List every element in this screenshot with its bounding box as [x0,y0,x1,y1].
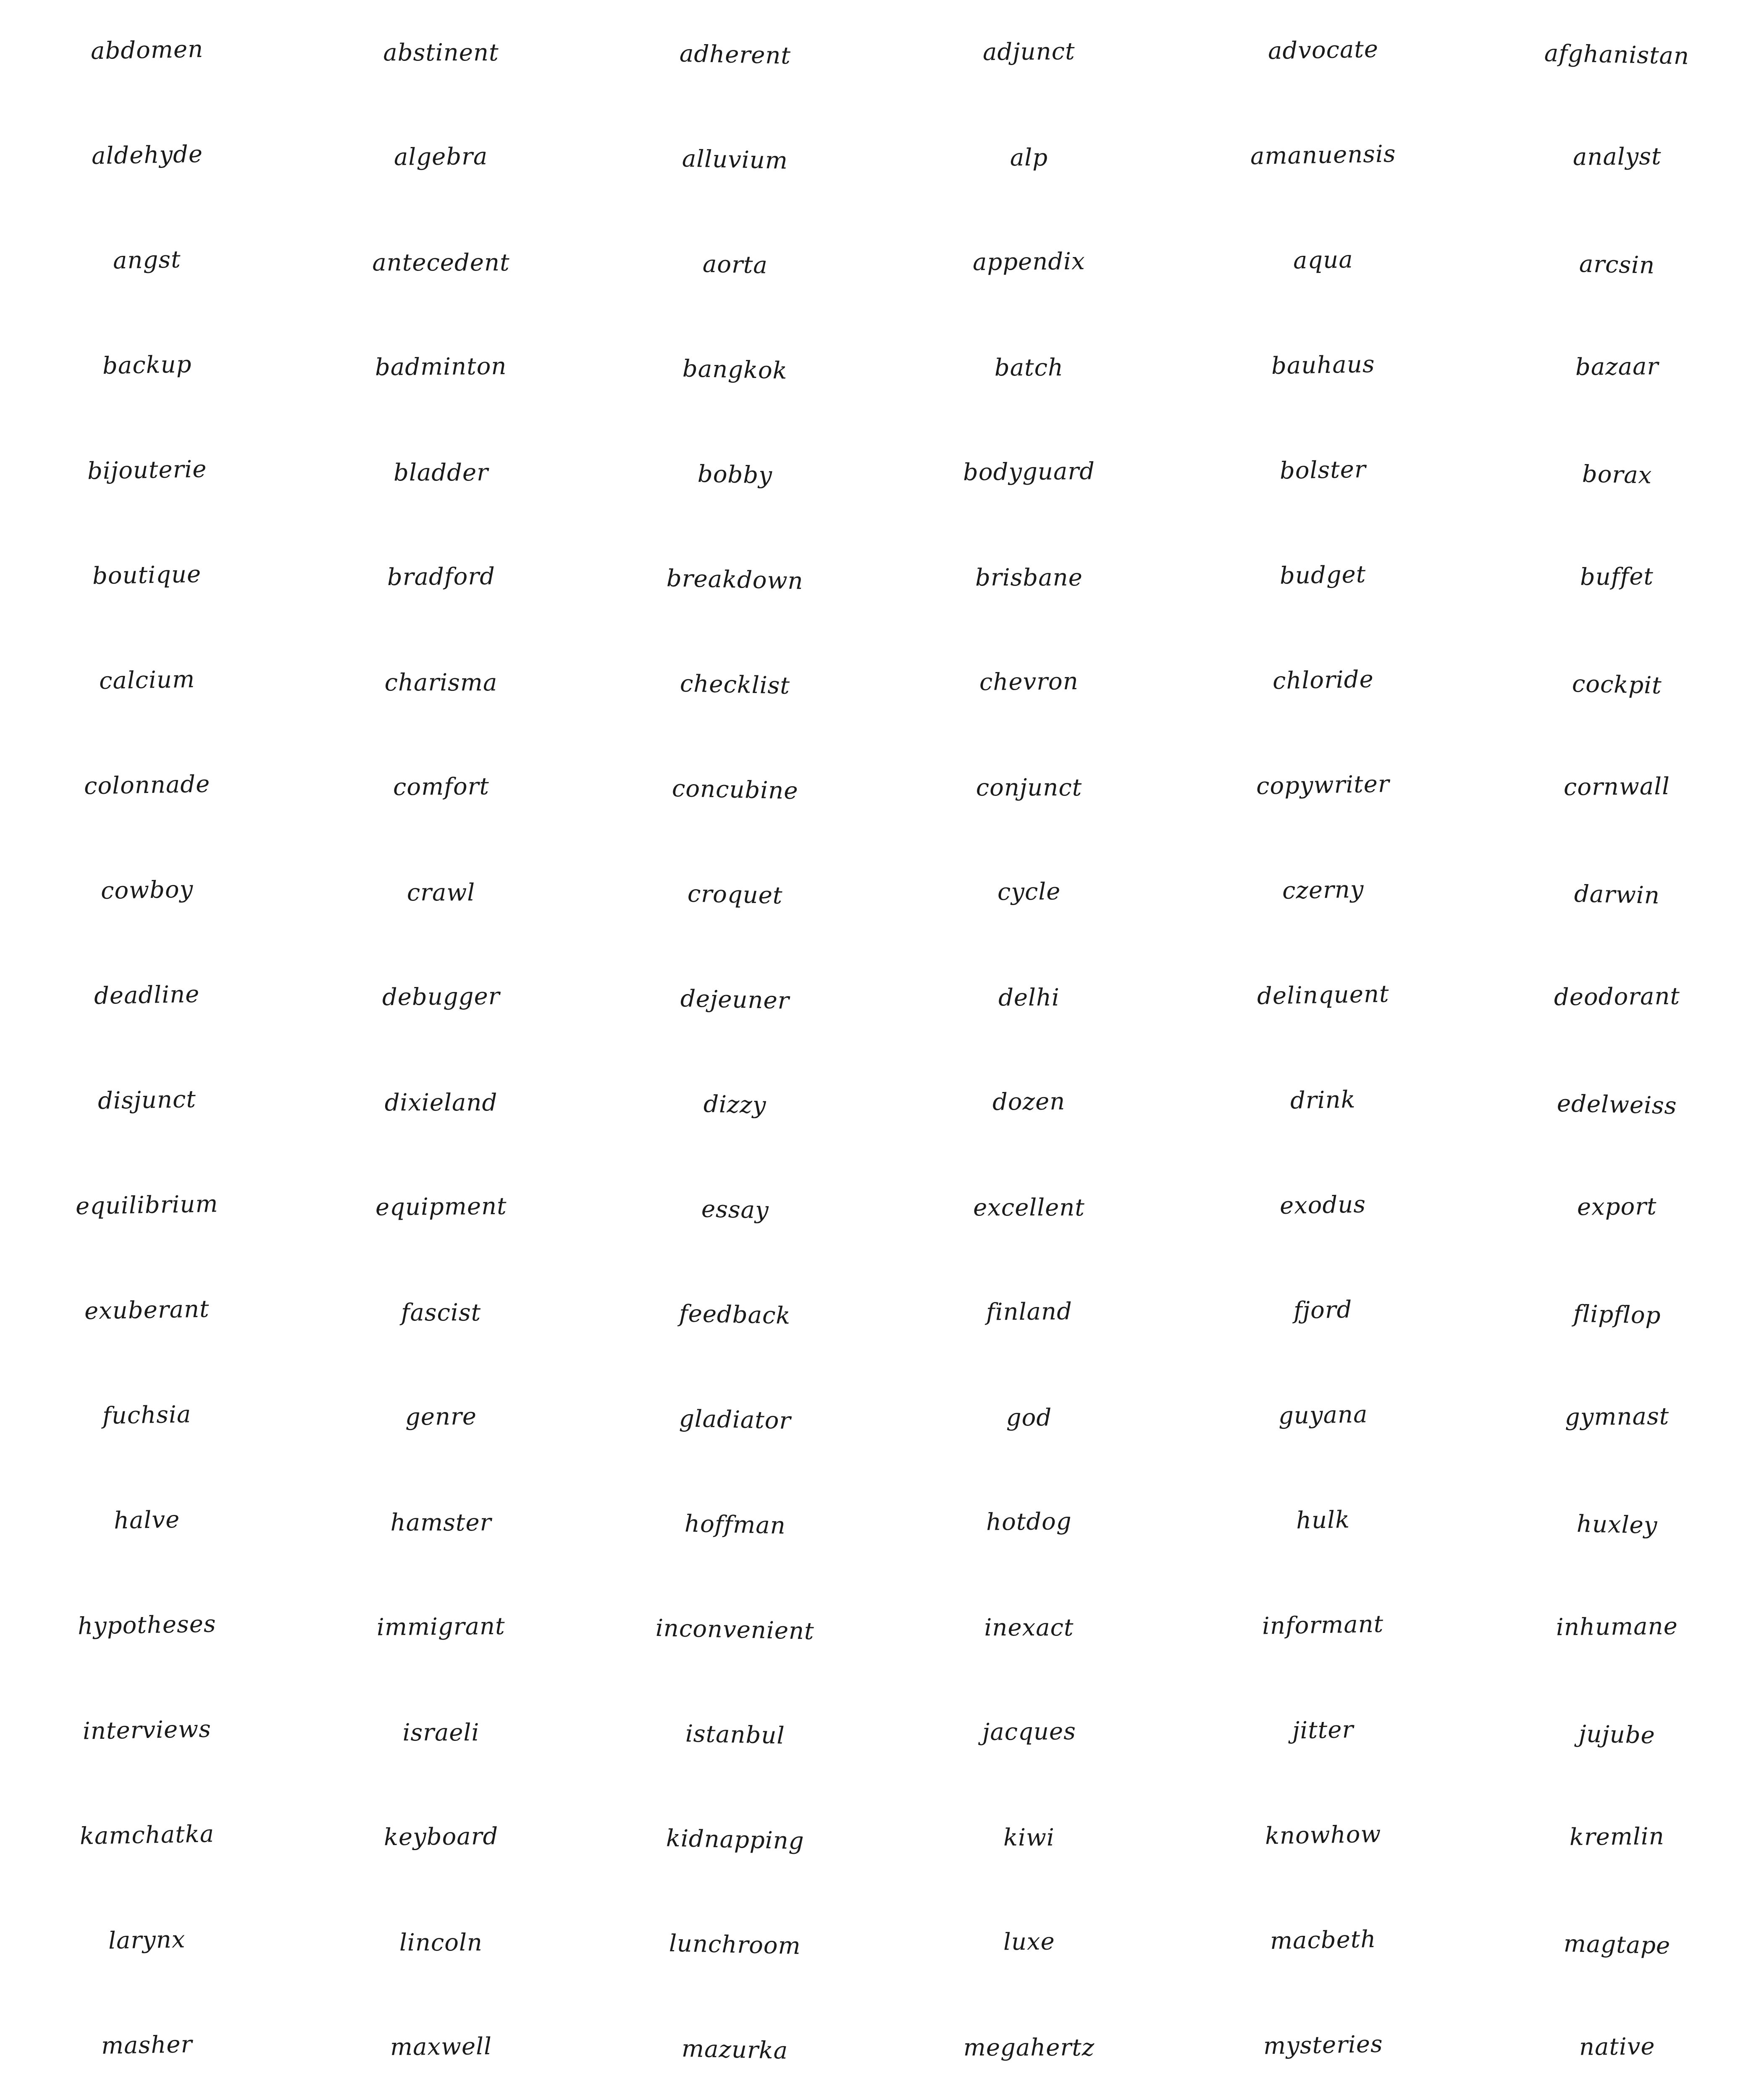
handwritten-word: buffet [1580,562,1654,591]
handwritten-word: essay [701,1195,769,1224]
word-cell [0,630,294,735]
handwritten-word: adjunct [982,37,1076,66]
word-cell [1470,1470,1764,1575]
word-cell [294,1785,588,1890]
handwritten-word: brisbane [975,564,1083,591]
handwritten-word: arcsin [1579,250,1655,279]
handwritten-word: colonnade [84,770,210,800]
word-cell [0,1260,294,1365]
handwritten-word: cockpit [1572,670,1662,699]
handwritten-word: conjunct [976,774,1082,801]
word-cell [1470,1365,1764,1470]
handwritten-word: kidnapping [666,1824,804,1855]
handwritten-word: mysteries [1263,2030,1383,2060]
handwritten-word: edelweiss [1557,1089,1677,1120]
handwritten-word: native [1579,2032,1655,2061]
word-cell [1176,630,1470,735]
word-cell [882,945,1176,1050]
word-cell [0,1785,294,1890]
word-cell [1470,1890,1764,1995]
word-cell [1470,630,1764,735]
word-cell [0,945,294,1050]
handwritten-word: bladder [394,459,488,486]
word-cell [882,1470,1176,1575]
handwritten-word: drink [1290,1086,1356,1114]
handwritten-word: hamster [390,1509,492,1536]
handwritten-word: deadline [94,980,200,1010]
word-cell [1470,1680,1764,1785]
handwritten-word: equipment [375,1192,507,1221]
word-cell [294,735,588,840]
word-cell [1176,1680,1470,1785]
word-cell [294,1680,588,1785]
word-cell [1176,1995,1470,2100]
word-cell [294,420,588,525]
handwritten-word: cornwall [1564,772,1670,801]
word-cell [1470,1260,1764,1365]
word-cell [882,1995,1176,2100]
word-cell [1470,0,1764,105]
word-cell [0,1890,294,1995]
handwritten-word: backup [102,350,192,380]
handwritten-word: knowhow [1265,1820,1381,1850]
handwritten-word: excellent [973,1194,1085,1221]
word-cell [0,735,294,840]
word-cell [882,735,1176,840]
handwritten-word: analyst [1572,142,1662,171]
handwritten-word: checklist [680,669,790,700]
word-cell [588,525,882,630]
word-cell [0,840,294,945]
word-cell [882,420,1176,525]
word-cell [294,630,588,735]
handwritten-word: borax [1582,460,1652,489]
handwritten-word: breakdown [666,564,804,595]
handwritten-word: advocate [1267,35,1379,65]
handwritten-word: equilibrium [75,1190,219,1220]
handwritten-word: mazurka [681,2034,789,2065]
handwritten-word: czerny [1282,875,1364,905]
handwritten-word: debugger [382,982,500,1011]
word-cell [1176,1890,1470,1995]
handwritten-word: chevron [979,667,1079,696]
word-cell [0,210,294,315]
word-cell [1470,1995,1764,2100]
handwritten-word: hoffman [684,1509,786,1540]
word-cell [0,1995,294,2100]
word-cell [294,210,588,315]
word-cell [588,1155,882,1260]
handwritten-word: bradford [387,562,495,591]
handwritten-word: fascist [401,1299,481,1326]
handwritten-word: macbeth [1270,1925,1376,1955]
handwritten-word: huxley [1576,1510,1658,1539]
handwritten-word: exodus [1279,1190,1367,1220]
handwritten-word: bobby [697,460,773,489]
word-cell [588,945,882,1050]
handwritten-word: bijouterie [87,455,207,485]
handwritten-word: israeli [402,1719,480,1746]
word-cell [882,1785,1176,1890]
handwritten-word: charisma [384,669,498,696]
handwritten-word: cycle [997,877,1061,906]
word-cell [1176,1050,1470,1155]
word-cell [1176,420,1470,525]
handwritten-word: kremlin [1569,1822,1665,1851]
word-cell [882,1155,1176,1260]
handwritten-word: gladiator [679,1404,791,1435]
handwritten-word: calcium [99,665,195,695]
handwritten-word: luxe [1003,1927,1055,1956]
word-cell [588,1260,882,1365]
word-cell [1176,1260,1470,1365]
word-cell [882,525,1176,630]
word-cell [1470,210,1764,315]
handwritten-word: megahertz [963,2034,1095,2061]
word-cell [882,630,1176,735]
word-cell [588,210,882,315]
handwritten-word: delhi [998,984,1060,1011]
word-cell [294,0,588,105]
handwritten-word: budget [1279,560,1367,590]
word-cell [1176,1365,1470,1470]
word-cell [1470,735,1764,840]
handwritten-word: abdomen [90,35,204,65]
handwritten-word: god [1006,1404,1052,1431]
word-cell [294,1995,588,2100]
handwritten-word: dixieland [384,1089,498,1116]
word-cell [1176,840,1470,945]
word-cell [588,1575,882,1680]
word-cell [588,735,882,840]
word-cell [588,105,882,210]
handwritten-word: chloride [1272,665,1374,695]
handwritten-word: inconvenient [655,1614,815,1645]
handwritten-word: deodorant [1554,982,1680,1011]
handwritten-word: dejeuner [680,984,790,1015]
handwritten-word: antecedent [372,249,510,276]
word-cell [882,1680,1176,1785]
word-cell [882,1365,1176,1470]
handwritten-word: adherent [679,39,791,70]
handwritten-word: dizzy [703,1090,767,1119]
word-cell [882,1050,1176,1155]
word-cell [1176,735,1470,840]
word-cell [294,1575,588,1680]
handwritten-word: jacques [982,1717,1076,1746]
handwritten-word: aldehyde [91,140,203,170]
word-cell [1176,105,1470,210]
word-cell [1176,210,1470,315]
word-cell [1176,1785,1470,1890]
handwritten-word: comfort [393,772,489,801]
word-cell [0,1470,294,1575]
handwritten-word: copywriter [1256,770,1390,800]
word-cell [294,1890,588,1995]
handwritten-word: disjunct [97,1085,197,1115]
handwritten-word: aqua [1293,246,1353,274]
word-cell [294,1470,588,1575]
word-cell [294,1260,588,1365]
word-cell [0,1155,294,1260]
handwritten-word: bodyguard [963,457,1095,486]
word-cell [1470,420,1764,525]
handwritten-word: batch [994,354,1064,381]
word-cell [1470,525,1764,630]
word-cell [882,1890,1176,1995]
word-cell [1176,525,1470,630]
word-cell [1176,315,1470,420]
word-cell [0,105,294,210]
word-cell [294,945,588,1050]
word-cell [0,1575,294,1680]
word-cell [588,1995,882,2100]
handwritten-word: fjord [1293,1296,1353,1324]
handwritten-word: finland [986,1297,1072,1326]
handwritten-word: delinquent [1257,980,1389,1010]
handwritten-word: boutique [92,560,202,590]
handwritten-word: magtape [1563,1929,1671,1960]
word-cell [294,1155,588,1260]
handwritten-word: immigrant [376,1612,506,1641]
handwritten-word: angst [113,246,181,274]
word-cell [882,210,1176,315]
handwritten-word: interviews [82,1715,212,1745]
word-cell [294,1365,588,1470]
word-cell [1470,315,1764,420]
handwritten-word: crawl [407,879,475,906]
word-cell [588,840,882,945]
word-cell [882,105,1176,210]
handwritten-word: darwin [1574,880,1660,909]
handwritten-word: alluvium [682,144,788,175]
handwritten-word: flipflop [1573,1300,1661,1329]
handwritten-word: afghanistan [1544,39,1690,70]
word-cell [0,1680,294,1785]
handwritten-word: bangkok [682,354,788,385]
handwritten-word: halve [113,1506,181,1534]
word-cell [0,420,294,525]
word-cell [588,1050,882,1155]
handwritten-word: dozen [992,1087,1066,1116]
handwritten-word: larynx [108,1925,186,1955]
handwritten-word: keyboard [383,1822,499,1851]
word-cell [1470,1050,1764,1155]
handwritten-word: genre [405,1402,477,1431]
handwritten-word: badminton [375,352,507,381]
word-cell [0,525,294,630]
handwritten-word: istanbul [685,1720,785,1749]
handwritten-word: guyana [1278,1400,1368,1430]
handwritten-word: inhumane [1556,1612,1678,1641]
handwritten-word: alp [1010,144,1048,171]
word-cell [1470,945,1764,1050]
handwritten-word: abstinent [383,39,499,66]
handwritten-word: lunchroom [669,1929,801,1960]
handwritten-word: kiwi [1003,1824,1055,1851]
word-cell [882,315,1176,420]
word-cell [294,1050,588,1155]
word-cell [588,630,882,735]
word-cell [294,840,588,945]
word-cell [588,1365,882,1470]
word-cell [588,1680,882,1785]
handwritten-word: masher [101,2030,193,2060]
handwritten-word: fuchsia [102,1400,192,1430]
handwritten-word: exuberant [84,1295,210,1325]
word-cell [882,1260,1176,1365]
handwritten-word: amanuensis [1250,140,1396,170]
word-cell [882,1575,1176,1680]
handwritten-word: concubine [672,774,798,805]
handwritten-word: export [1577,1192,1657,1221]
word-cell [1470,1155,1764,1260]
word-cell [1176,1470,1470,1575]
word-cell [588,315,882,420]
word-cell [294,315,588,420]
word-cell [1470,840,1764,945]
word-cell [1470,1575,1764,1680]
handwritten-word: bauhaus [1271,350,1375,380]
word-cell [588,1785,882,1890]
handwritten-word: jitter [1292,1716,1354,1744]
word-cell [588,1890,882,1995]
word-cell [294,525,588,630]
handwritten-word: hypotheses [77,1610,217,1640]
handwritten-word: maxwell [390,2032,492,2061]
handwritten-word: lincoln [399,1929,483,1956]
handwritten-word: appendix [972,247,1086,276]
word-cell [0,1050,294,1155]
word-cell [1176,945,1470,1050]
handwritten-word: algebra [394,142,488,171]
word-cell [882,0,1176,105]
handwritten-word: inexact [984,1614,1074,1641]
word-cell [294,105,588,210]
handwritten-word: feedback [679,1299,791,1330]
word-cell [1470,105,1764,210]
handwritten-word: gymnast [1564,1402,1670,1431]
handwritten-word: hulk [1296,1506,1350,1534]
handwritten-word: cowboy [100,875,194,905]
word-cell [1176,1575,1470,1680]
handwritten-word: hotdog [986,1507,1072,1536]
word-cell [882,840,1176,945]
word-cell [0,315,294,420]
handwritten-word: informant [1262,1610,1384,1640]
word-cell [1176,1155,1470,1260]
word-cell [0,1365,294,1470]
word-cell [588,420,882,525]
handwritten-word: bolster [1279,455,1367,485]
handwritten-word: croquet [687,880,783,909]
word-cell [1470,1785,1764,1890]
handwritten-word: aorta [702,250,768,279]
word-cell [0,0,294,105]
word-cell [1176,0,1470,105]
handwritten-word: kamchatka [79,1820,215,1850]
word-cell [588,1470,882,1575]
handwritten-word: jujube [1578,1720,1656,1749]
handwritten-word: bazaar [1575,352,1659,381]
word-cell [588,0,882,105]
